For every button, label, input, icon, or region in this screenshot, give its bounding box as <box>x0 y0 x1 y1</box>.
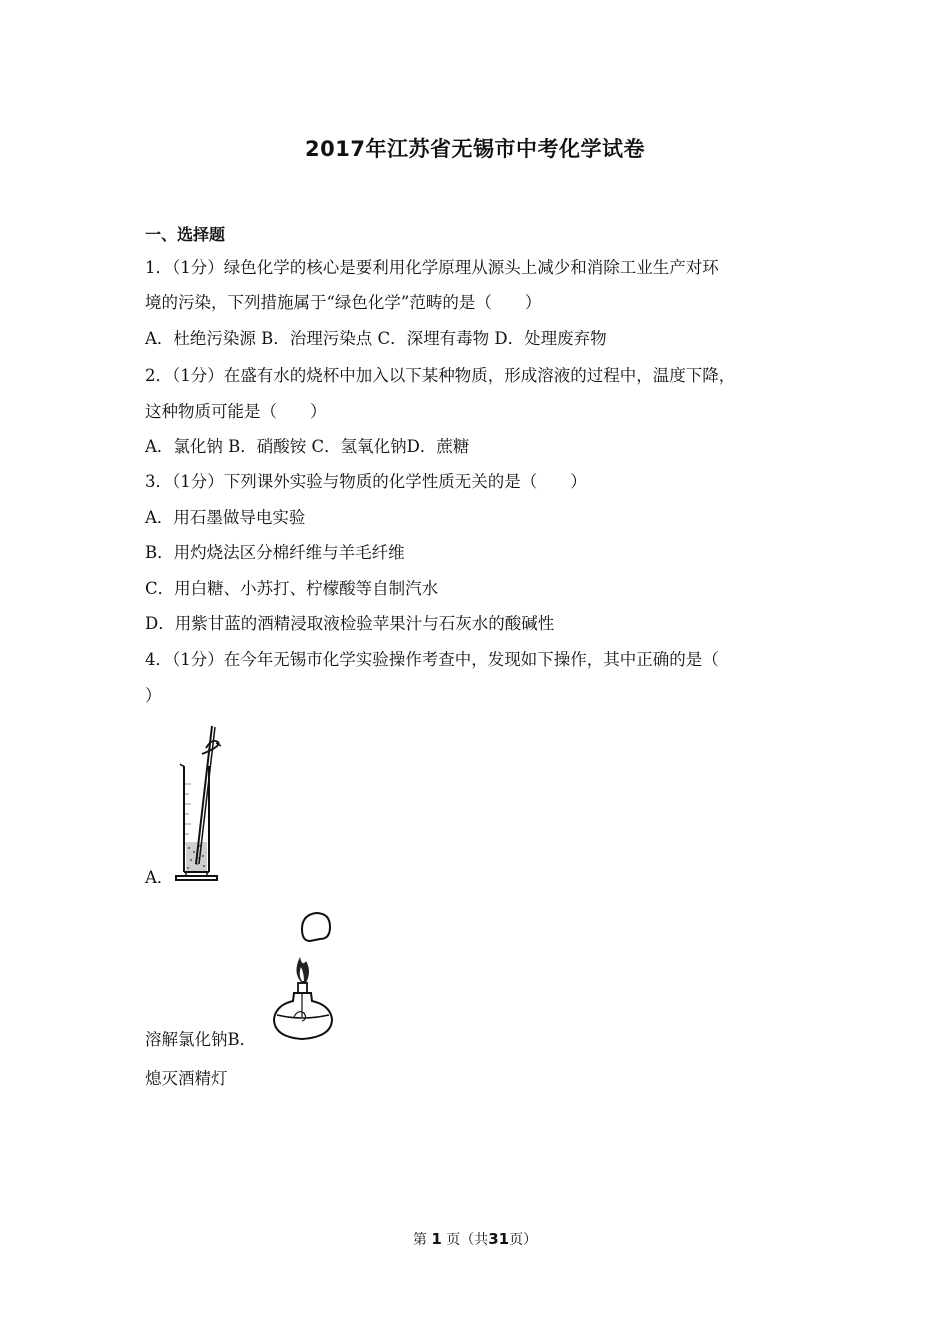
question-3-option-a: A．用石墨做导电实验 <box>145 508 306 527</box>
question-4-line-1: 4．（1分）在今年无锡市化学实验操作考查中，发现如下操作，其中正确的是（ <box>145 650 719 669</box>
footer-prefix: 第 <box>412 1232 427 1248</box>
alcohol-lamp-figure <box>268 905 338 1045</box>
question-3-option-c: C．用白糖、小苏打、柠檬酸等自制汽水 <box>145 579 439 598</box>
figure-b-label: B． <box>227 1030 257 1049</box>
footer-page-number: 1 <box>431 1230 442 1248</box>
footer-total-pages: 31 <box>488 1230 510 1248</box>
question-4-line-2: ） <box>145 686 162 705</box>
footer-mid: 页（共 <box>446 1232 489 1248</box>
page-footer <box>0 1229 950 1249</box>
question-3-option-b: B．用灼烧法区分棉纤维与羊毛纤维 <box>145 543 405 562</box>
question-2-options: A．氯化钠 B．硝酸铵 C．氢氧化钠D．蔗糖 <box>145 437 470 456</box>
question-3-line-1: 3．（1分）下列课外实验与物质的化学性质无关的是（ ） <box>145 472 587 491</box>
figure-b-caption: 熄灭酒精灯 <box>145 1069 228 1088</box>
section-heading: 一、选择题 <box>145 225 226 244</box>
question-1-options: A．杜绝污染源 B．治理污染点 C．深埋有毒物 D．处理废弃物 <box>145 329 607 348</box>
question-3-option-d: D．用紫甘蓝的酒精浸取液检验苹果汁与石灰水的酸碱性 <box>145 614 555 633</box>
page-title: 2017年江苏省无锡市中考化学试卷 <box>305 137 645 161</box>
question-2-line-1: 2．（1分）在盛有水的烧杯中加入以下某种物质，形成溶液的过程中，温度下降， <box>145 366 736 385</box>
question-1-line-2: 境的污染，下列措施属于“绿色化学”范畴的是（ ） <box>145 293 542 312</box>
figure-a-caption <box>145 1028 256 1052</box>
figure-a-label: A． <box>145 868 174 887</box>
question-1-line-1: 1．（1分）绿色化学的核心是要利用化学原理从源头上减少和消除工业生产对环 <box>145 258 719 277</box>
footer-suffix: 页） <box>509 1232 538 1248</box>
figure-a-caption-text: 溶解氯化钠 <box>145 1030 228 1049</box>
graduated-cylinder-figure <box>172 724 232 886</box>
question-2-line-2: 这种物质可能是（ ） <box>145 402 327 421</box>
